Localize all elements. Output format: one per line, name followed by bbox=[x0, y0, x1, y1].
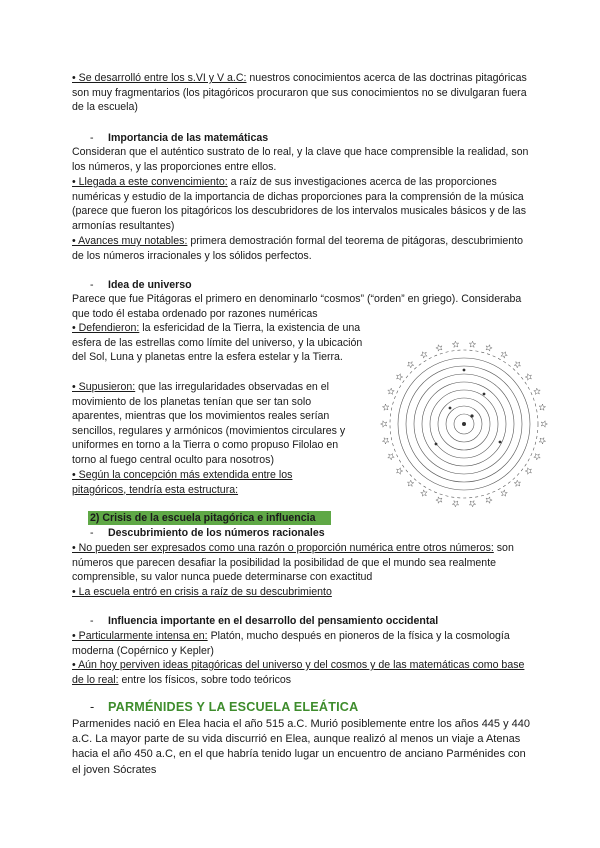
star-mark bbox=[501, 352, 507, 358]
star-mark bbox=[469, 501, 475, 507]
crisis-bullet-2: • La escuela entró en crisis a raíz de su descubrimiento bbox=[72, 586, 332, 598]
star-mark bbox=[381, 421, 387, 427]
star-mark bbox=[382, 438, 389, 444]
star-mark bbox=[388, 388, 394, 394]
intro-text: nuestros conocimientos acerca de las doctrinas pitagóricas son muy fragmentarios (los pitagóricos procuraron que sus conocimientos no se divulgaran fuera de la escuela) bbox=[72, 72, 527, 114]
star-mark bbox=[397, 468, 403, 475]
star-mark bbox=[486, 345, 492, 351]
star-mark bbox=[436, 345, 442, 351]
star-mark bbox=[534, 454, 540, 460]
influence-heading: - Influencia importante en el desarrollo del pensamiento occidental bbox=[90, 615, 439, 627]
star-mark bbox=[421, 352, 427, 358]
star-mark bbox=[452, 341, 458, 347]
star-mark bbox=[436, 497, 442, 503]
universe-bullet-3: • Según la concepción más extendida entre los pitagóricos, tendría esta estructura: bbox=[72, 469, 293, 496]
star-mark bbox=[514, 480, 520, 486]
star-mark bbox=[486, 497, 492, 503]
math-bullet-1: • Llegada a este convencimiento: a raíz de sus investigaciones acerca de las proporciones numéricas y estudio de la importancia de dichas proporciones para la comprensión de la música (parece que fueron los pitagóricos los descubridores de los intervalos musicales básicos y de las armonías resultantes) bbox=[72, 176, 527, 232]
star-mark bbox=[421, 490, 427, 496]
crisis-subheading: - Descubrimiento de los números racionales bbox=[90, 527, 325, 539]
universe-heading: - Idea de universo bbox=[90, 279, 192, 291]
parmenides-paragraph: Parmenides nació en Elea hacia el año 515 a.C. Murió posiblemente entre los años 445 y 440 a.C. La mayor parte de su vida discurrió en Elea, aunque realizó al menos un viaje a Atenas hacia el año 450 a.C, en el que habría tenido lugar un encuentro de anciano Parménides con el joven Sócrates bbox=[72, 718, 531, 776]
parmenides-heading: - PARMÉNIDES Y LA ESCUELA ELEÁTICA bbox=[90, 700, 359, 714]
star-mark bbox=[407, 480, 413, 486]
star-mark bbox=[539, 438, 546, 444]
star-mark bbox=[382, 404, 389, 410]
math-paragraph: Consideran que el auténtico sustrato de lo real, y la clave que hace comprensible la realidad, son los números, y las proporciones entre ellos. bbox=[72, 146, 529, 173]
universe-paragraph: Parece que fue Pitágoras el primero en denominarlo “cosmos” (“orden” en griego). Consideraba que todo él estaba ordenado por razones numéricas bbox=[72, 293, 522, 320]
star-mark bbox=[539, 404, 546, 410]
influence-bullet-2: • Aún hoy perviven ideas pitagóricas del universo y del cosmos y de las matemáticas como base de lo real: entre los físicos, sobre todo teóricos bbox=[72, 659, 525, 686]
star-mark bbox=[501, 490, 507, 496]
star-mark bbox=[541, 421, 547, 427]
crisis-bullet-1: • No pueden ser expresados como una razón o proporción numérica entre otros números: son números que parecen desafiar la posibilidad la posibilidad de que el mundo sea realmente comprensible, su valor nunca puede determinarse con exactitud bbox=[72, 542, 514, 584]
intro-paragraph bbox=[72, 71, 532, 115]
universe-bullet-1: • Defendieron: la esfericidad de la Tierra, la existencia de una esfera de las estrellas como límite del universo, y la ubicación del Sol, Luna y planetas entre la esfera estelar y la Tierra. bbox=[72, 322, 363, 364]
math-heading: - Importancia de las matemáticas bbox=[90, 132, 269, 144]
intro-label: • Se desarrolló entre los s.VI y V a.C: bbox=[72, 72, 247, 84]
pythagorean-cosmos-diagram bbox=[380, 332, 550, 512]
universe-bullet-2: • Supusieron: que las irregularidades observadas en el movimiento de los planetas tenían que ser tan solo aparentes, mientras que los movimientos reales serían sencillos, regulares y armónicos (movimientos circulares y uniformes en torno a la Tierra o como propuso Filolao en torno al fuego central oculto para nosotros) bbox=[72, 381, 346, 466]
star-mark bbox=[452, 501, 458, 507]
star-mark bbox=[388, 454, 394, 460]
star-mark bbox=[525, 468, 531, 475]
influence-bullet-1: • Particularmente intensa en: Platón, mucho después en pioneros de la física y la cosmología moderna (Copérnico y Kepler) bbox=[72, 630, 510, 657]
crisis-heading: 2) Crisis de la escuela pitagórica e influencia bbox=[90, 512, 316, 524]
star-mark bbox=[514, 362, 520, 368]
star-mark bbox=[397, 374, 403, 381]
star-mark bbox=[407, 362, 413, 368]
star-mark bbox=[525, 374, 531, 381]
star-mark bbox=[469, 341, 475, 347]
star-mark bbox=[534, 388, 540, 394]
math-bullet-2: • Avances muy notables: primera demostración formal del teorema de pitágoras, descubrimiento de los números irracionales y los sólidos perfectos. bbox=[72, 235, 524, 262]
